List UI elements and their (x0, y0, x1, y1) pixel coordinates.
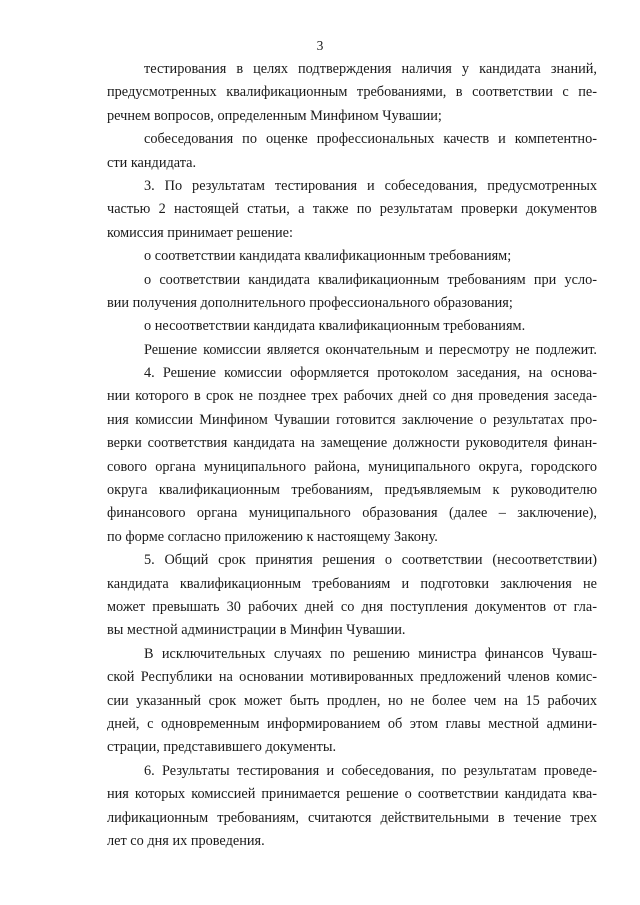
text-line: Решение комиссии является окончательным и пересмотру не подлежит. (144, 341, 597, 358)
text-line: дней, с одновременным информированием об этом главы местной админи- (107, 715, 597, 732)
text-line: ской Республики на основании мотивированных предложений членов комис- (107, 669, 597, 686)
text-line: 3. По результатам тестирования и собеседования, предусмотренных (144, 177, 597, 194)
text-line: комиссия принимает решение: (107, 224, 293, 241)
text-line: предусмотренных квалификационным требованиями, в соответствии с пе- (107, 84, 597, 101)
document-body (107, 58, 597, 853)
text-line: может превышать 30 рабочих дней со дня поступления документов от гла- (107, 598, 597, 615)
text-line: 6. Результаты тестирования и собеседования, по результатам проведе- (144, 762, 597, 779)
text-line: ния комиссии Минфином Чувашии готовится заключение о результатах про- (107, 411, 597, 428)
text-line: о соответствии кандидата квалификационным требованиям; (144, 248, 512, 265)
text-line: верки соответствия кандидата на замещение должности руководителя финан- (107, 435, 597, 452)
text-line: о несоответствии кандидата квалификационным требованиям. (144, 318, 526, 335)
text-line: кандидата квалификационным требованиям и подготовки заключения не (107, 575, 597, 592)
text-line: частью 2 настоящей статьи, а также по результатам проверки документов (107, 201, 597, 218)
text-line: о соответствии кандидата квалификационным требованиям при усло- (144, 271, 597, 288)
text-line: собеседования по оценке профессиональных качеств и компетентно- (144, 131, 597, 148)
text-line: сии указанный срок может быть продлен, но не более чем на 15 рабочих (107, 692, 597, 709)
text-line: В исключительных случаях по решению министра финансов Чуваш- (144, 645, 597, 662)
text-line: тестирования в целях подтверждения наличия у кандидата знаний, (144, 61, 597, 77)
text-line: вии получения дополнительного профессионального образования; (107, 294, 513, 311)
text-line: лификационным требованиям, считаются действительными в течение трех (107, 809, 597, 826)
text-line: вы местной администрации в Минфин Чувашии. (107, 622, 406, 639)
text-line: лет со дня их проведения. (107, 832, 265, 849)
text-line: 4. Решение комиссии оформляется протоколом заседания, на основа- (144, 365, 597, 382)
text-line: 5. Общий срок принятия решения о соответствии (несоответствии) (144, 552, 597, 569)
text-line: ния которых комиссией принимается решение о соответствии кандидата ква- (107, 786, 597, 803)
text-line: речнем вопросов, определенным Минфином Чувашии; (107, 107, 442, 124)
text-line: нии которого в срок не позднее трех рабочих дней со дня проведения заседа- (107, 388, 597, 405)
text-line: финансового органа муниципального образования (далее – заключение), (107, 505, 597, 522)
text-line: сти кандидата. (107, 154, 197, 171)
text-line: сового органа муниципального района, муниципального округа, городского (107, 458, 597, 475)
text-line: по форме согласно приложению к настоящему Закону. (107, 528, 438, 545)
text-line: округа квалификационным требованиям, предъявляемым к руководителю (107, 482, 597, 499)
text-line: страции, представившего документы. (107, 739, 337, 756)
page-number: 3 (316, 38, 324, 53)
